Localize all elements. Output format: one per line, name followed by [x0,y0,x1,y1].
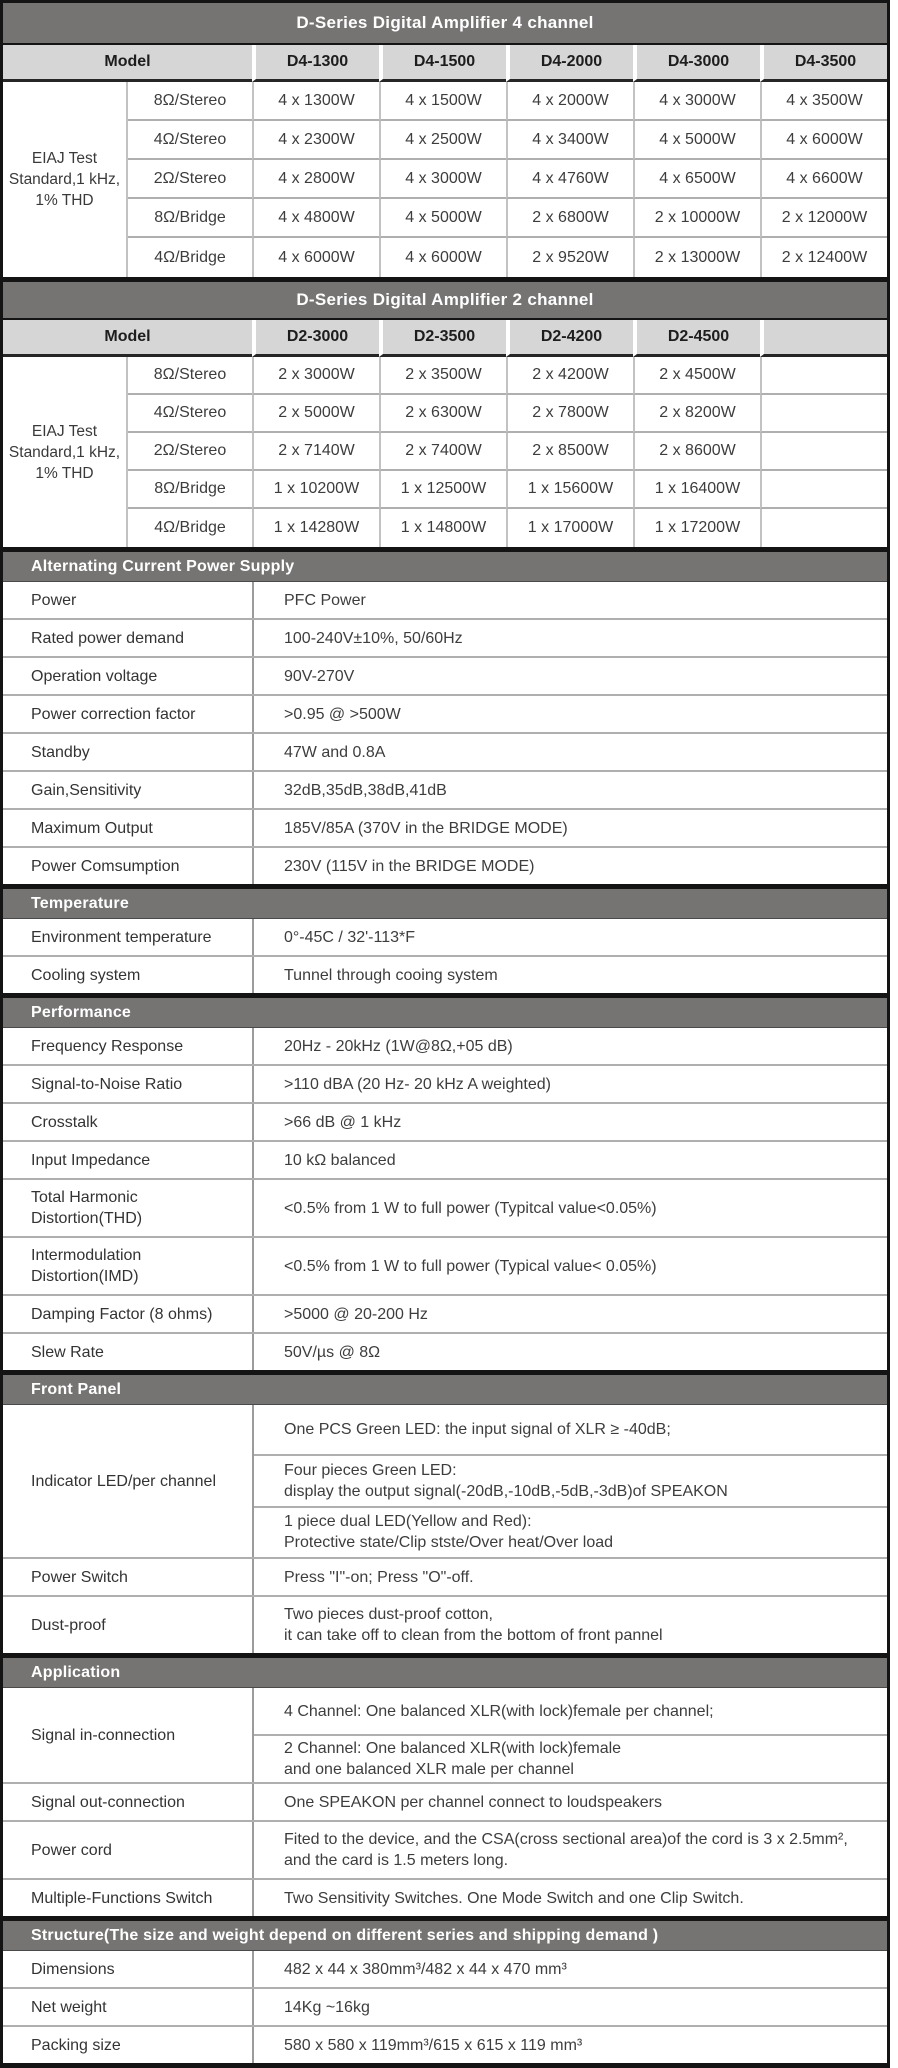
spec-value-line: it can take off to clean from the bottom of front pannel [284,1627,663,1644]
spec-label [3,772,252,808]
power-rating-cell: 2 x 3500W [379,357,506,395]
spec-value-line: <0.5% from 1 W to full power (Typical value< 0.05%) [284,1257,657,1275]
spec-value-line: 10 kΩ balanced [284,1151,396,1169]
power-rating-cell: 2 x 8500W [506,433,633,471]
spec-value [252,1559,887,1595]
spec-value-line: <0.5% from 1 W to full power (Typitcal value<0.05%) [284,1199,657,1217]
spec-label-line: Distortion(IMD) [31,1268,139,1285]
power-rating-cell [760,395,887,433]
spec-value-cell [254,1334,887,1370]
spec-value-cell [254,1104,887,1140]
spec-label [3,1597,252,1653]
spec-label-line: Intermodulation [31,1247,142,1264]
model-name-cell: D2-3000 [252,320,379,357]
spec-value-line: 230V (115V in the BRIDGE MODE) [284,857,535,875]
spec-row [3,1557,887,1595]
spec-label-line: Damping Factor (8 ohms) [31,1305,213,1323]
spec-value [252,1066,887,1102]
spec-value [252,582,887,618]
impedance-mode-label: 2Ω/Stereo [128,160,252,199]
spec-value-line: Protective state/Clip stste/Over heat/Over load [284,1534,614,1552]
test-standard-label [3,357,128,547]
spec-label-line: Maximum Output [31,819,153,837]
spec-row [3,846,887,884]
impedance-mode-label: 4Ω/Bridge [154,248,226,266]
spec-value-line: 2 Channel: One balanced XLR(with lock)female [284,1740,622,1757]
spec-label [3,1238,252,1294]
power-rating-cell: 2 x 6800W [506,199,633,238]
spec-value [252,848,887,884]
model-header-label: Model [3,45,252,82]
power-rating-cell: 2 x 3000W [252,357,379,395]
spec-value-line: >0.95 @ >500W [284,705,401,723]
spec-value-line: PFC Power [284,591,366,609]
spec-label-line: Input Impedance [31,1151,151,1169]
spec-row [3,1688,887,1782]
spec-label [3,2027,252,2063]
spec-value-line: One SPEAKON per channel connect to loudspeakers [284,1793,662,1811]
spec-row [3,1987,887,2025]
spec-value [252,1104,887,1140]
spec-row [3,618,887,656]
spec-label-line: Signal in-connection [31,1726,176,1744]
spec-label [3,919,252,955]
power-rating-cell: 4 x 5000W [379,199,506,238]
model-name-cell: D2-4200 [506,320,633,357]
impedance-mode-label: 8Ω/Stereo [128,82,252,121]
power-rating-cell: 4 x 2300W [252,121,379,160]
spec-label-line: Standby [31,743,90,761]
section-2 [0,998,890,1370]
spec-value [252,810,887,846]
spec-value-cell [254,1180,887,1236]
power-rating-cell: 1 x 14800W [379,509,506,547]
spec-label-line: Power [31,591,77,609]
spec-value-line: Fited to the device, and the CSA(cross sectional area)of the cord is 3 x 2.5mm², [284,1831,848,1848]
power-rating-cell: 1 x 17000W [506,509,633,547]
spec-row [3,656,887,694]
spec-label [3,734,252,770]
spec-value-line: 32dB,35dB,38dB,41dB [284,781,447,799]
power-rating-cell: 1 x 12500W [379,471,506,509]
power-rating-cell: 4 x 6500W [633,160,760,199]
spec-label [3,1334,252,1370]
spec-value-cell [254,658,887,694]
amp-table-4-channel [0,0,890,277]
spec-label-line: Power Comsumption [31,857,180,875]
spec-label [3,957,252,993]
impedance-mode-label: 8Ω/Bridge [128,199,252,238]
impedance-mode-label: 4Ω/Bridge [154,519,226,536]
power-rating-cell: 1 x 17200W [633,509,760,547]
spec-value-cell [254,1028,887,1064]
spec-row [3,1595,887,1653]
power-rating-cell: 2 x 10000W [633,199,760,238]
spec-value [252,957,887,993]
power-rating-cell: 4 x 4760W [506,160,633,199]
spec-row [3,1294,887,1332]
spec-row [3,2025,887,2063]
black-separator [0,2063,890,2068]
spec-row [3,1878,887,1916]
power-rating-cell: 4 x 6000W [252,238,379,277]
model-name-cell: D4-2000 [506,45,633,82]
model-name-cell: D2-4500 [633,320,760,357]
spec-label [3,1028,252,1064]
spec-label-line: Environment temperature [31,928,212,946]
spec-row [3,1064,887,1102]
spec-row [3,1102,887,1140]
spec-value-line: One PCS Green LED: the input signal of XLR ≥ -40dB; [284,1421,671,1439]
spec-value-cell [254,620,887,656]
test-standard-label [3,82,128,277]
spec-value-line: 20Hz - 20kHz (1W@8Ω,+05 dB) [284,1037,513,1055]
spec-row [3,770,887,808]
spec-label-line: Net weight [31,1998,107,2016]
spec-row [3,808,887,846]
power-rating-cell: 2 x 4500W [633,357,760,395]
spec-label [3,1784,252,1820]
power-rating-cell: 1 x 10200W [252,471,379,509]
spec-label-line: Slew Rate [31,1343,104,1361]
spec-value [252,1028,887,1064]
spec-label-line: Frequency Response [31,1037,184,1055]
spec-label [3,1180,252,1236]
power-rating-cell [760,357,887,395]
spec-value [252,1880,887,1916]
spec-row [3,919,887,955]
model-name-cell: D2-3500 [379,320,506,357]
spec-row [3,1140,887,1178]
spec-value-cell [254,2027,887,2063]
spec-value-line: and one balanced XLR male per channel [284,1761,574,1778]
spec-value-line: 90V-270V [284,667,355,685]
power-rating-cell: 2 x 5000W [252,395,379,433]
spec-value-cell [254,696,887,732]
spec-value-cell [254,1597,887,1653]
spec-row [3,955,887,993]
spec-label [3,1296,252,1332]
power-rating-cell: 2 x 13000W [633,238,760,277]
power-rating-cell: 1 x 15600W [506,471,633,509]
spec-value [252,696,887,732]
spec-value-line: Four pieces Green LED: [284,1462,457,1479]
spec-row [3,1405,887,1557]
spec-label [3,1104,252,1140]
power-rating-cell [760,471,887,509]
spec-value [252,1334,887,1370]
power-rating-cell: 2 x 7800W [506,395,633,433]
spec-value [252,2027,887,2063]
power-rating-cell: 2 x 8200W [633,395,760,433]
test-standard-line: EIAJ Test [31,422,98,440]
spec-row [3,1236,887,1294]
spec-value-line: Press "I"-on; Press "O"-off. [284,1568,474,1586]
spec-value-cell [254,919,887,955]
power-rating-cell: 2 x 7400W [379,433,506,471]
section-header: Front Panel [3,1375,887,1405]
spec-value-cell [254,1066,887,1102]
power-rating-cell [760,433,887,471]
spec-value [252,658,887,694]
section-5 [0,1921,890,2063]
spec-label [3,1066,252,1102]
section-header: Structure(The size and weight depend on different series and shipping demand ) [3,1921,887,1951]
spec-value [252,1296,887,1332]
spec-label-line: Multiple-Functions Switch [31,1889,213,1907]
power-rating-cell: 2 x 9520W [506,238,633,277]
impedance-mode-label: 8Ω/Stereo [128,357,252,395]
spec-row [3,1820,887,1878]
spec-label-line: Operation voltage [31,667,158,685]
spec-value [252,1989,887,2025]
power-rating-cell: 4 x 2800W [252,160,379,199]
spec-value [252,734,887,770]
spec-label [3,1822,252,1878]
spec-label [3,1559,252,1595]
spec-row [3,582,887,618]
spec-label-line: Signal out-connection [31,1793,185,1811]
spec-label [3,1880,252,1916]
model-name-cell: D4-3000 [633,45,760,82]
spec-value-cell [254,1506,887,1557]
spec-value [252,919,887,955]
spec-value-line: 100-240V±10%, 50/60Hz [284,629,463,647]
test-standard-line: Standard,1 kHz, [8,171,121,188]
spec-label-line: Crosstalk [31,1113,98,1131]
section-1 [0,889,890,993]
spec-value-cell [254,1142,887,1178]
spec-value [252,1597,887,1653]
spec-value-cell [254,1951,887,1987]
power-rating-cell: 1 x 14280W [252,509,379,547]
amp-table-2-channel [0,282,890,547]
test-standard-line: 1% THD [35,464,94,482]
spec-value-cell [254,1784,887,1820]
power-rating-cell [760,509,887,547]
power-rating-cell: 2 x 4200W [506,357,633,395]
spec-value-cell [254,1822,887,1878]
spec-label-line: Packing size [31,2036,121,2054]
spec-row [3,1951,887,1987]
power-rating-cell: 1 x 16400W [633,471,760,509]
section-header: Temperature [3,889,887,919]
spec-value-line: display the output signal(-20dB,-10dB,-5dB,-3dB)of SPEAKON [284,1483,728,1500]
spec-value-cell [254,957,887,993]
spec-label-line: Signal-to-Noise Ratio [31,1075,183,1093]
spec-label [3,1951,252,1987]
spec-value-line: 580 x 580 x 119mm³/615 x 615 x 119 mm³ [284,2036,583,2054]
section-header: Application [3,1658,887,1688]
spec-label [3,582,252,618]
spec-label-line: Distortion(THD) [31,1210,143,1227]
spec-value [252,1784,887,1820]
section-header: Alternating Current Power Supply [3,552,887,582]
spec-value-line: Two pieces dust-proof cotton, [284,1606,493,1623]
spec-label-line: Gain,Sensitivity [31,781,142,799]
power-rating-cell: 2 x 12000W [760,199,887,238]
model-name-cell: D4-1300 [252,45,379,82]
spec-value-cell [254,772,887,808]
spec-value [252,1142,887,1178]
power-rating-cell: 2 x 6300W [379,395,506,433]
spec-label [3,696,252,732]
spec-value-line: 47W and 0.8A [284,743,386,761]
model-name-cell [760,320,887,357]
spec-row [3,732,887,770]
impedance-mode-label: 4Ω/Stereo [128,395,252,433]
power-rating-cell: 2 x 7140W [252,433,379,471]
section-header: Performance [3,998,887,1028]
spec-value-cell [254,1734,887,1782]
power-rating-cell: 2 x 8600W [633,433,760,471]
spec-label [3,1142,252,1178]
spec-label-line: Rated power demand [31,629,184,647]
section-3 [0,1375,890,1653]
spec-value-cell [254,734,887,770]
spec-value-cell [254,582,887,618]
spec-row [3,694,887,732]
spec-value-line: 185V/85A (370V in the BRIDGE MODE) [284,819,568,837]
spec-row [3,1028,887,1064]
spec-value-cell [254,1238,887,1294]
power-rating-cell: 4 x 6000W [760,121,887,160]
spec-label [3,658,252,694]
spec-value-cell [254,1559,887,1595]
power-rating-cell: 4 x 3500W [760,82,887,121]
spec-value-line: and the card is 1.5 meters long. [284,1852,509,1869]
power-rating-cell: 4 x 2500W [379,121,506,160]
spec-value-line: 50V/µs @ 8Ω [284,1343,381,1361]
spec-value-line: 0°-45C / 32'-113*F [284,928,415,946]
power-rating-cell: 4 x 5000W [633,121,760,160]
spec-label [3,620,252,656]
spec-label-line: Power cord [31,1841,112,1859]
spec-row [3,1782,887,1820]
power-rating-cell: 4 x 4800W [252,199,379,238]
table-title: D-Series Digital Amplifier 4 channel [3,3,887,45]
spec-label-line: Power correction factor [31,705,196,723]
table-title: D-Series Digital Amplifier 2 channel [3,282,887,320]
spec-label [3,1989,252,2025]
spec-label-line: Indicator LED/per channel [31,1472,216,1490]
power-rating-cell: 4 x 6000W [379,238,506,277]
spec-row [3,1178,887,1236]
spec-value-line: >66 dB @ 1 kHz [284,1113,402,1131]
spec-label-line: Power Switch [31,1568,128,1586]
spec-value-line: 1 piece dual LED(Yellow and Red): [284,1513,532,1531]
spec-label-line: Cooling system [31,966,141,984]
power-rating-cell: 2 x 12400W [760,238,887,277]
spec-label [3,810,252,846]
spec-value-cell [254,1296,887,1332]
spec-value-cell [254,810,887,846]
power-rating-cell: 4 x 3000W [379,160,506,199]
spec-value-line: >110 dBA (20 Hz- 20 kHz A weighted) [284,1075,551,1093]
spec-label-line: Total Harmonic [31,1189,138,1206]
spec-value-line: Tunnel through cooing system [284,966,498,984]
spec-label [3,1405,252,1557]
section-4 [0,1658,890,1916]
model-header-label: Model [3,320,252,357]
spec-label-line: Dimensions [31,1960,115,1978]
spec-value-line: 14Kg ~16kg [284,1998,370,2016]
spec-value-cell [254,1454,887,1505]
spec-row [3,1332,887,1370]
model-name-cell: D4-1500 [379,45,506,82]
power-rating-cell: 4 x 3000W [633,82,760,121]
spec-value-cell [254,848,887,884]
impedance-mode-label: 4Ω/Stereo [128,121,252,160]
spec-value-line: 4 Channel: One balanced XLR(with lock)female per channel; [284,1702,714,1720]
test-standard-line: Standard,1 kHz, [8,443,121,461]
power-rating-cell: 4 x 1300W [252,82,379,121]
power-rating-cell: 4 x 1500W [379,82,506,121]
impedance-mode-label: 2Ω/Stereo [128,433,252,471]
spec-value-line: 482 x 44 x 380mm³/482 x 44 x 470 mm³ [284,1960,567,1978]
spec-value [252,1822,887,1878]
spec-value-cell [254,1880,887,1916]
spec-value-cell [254,1989,887,2025]
power-rating-cell: 4 x 6600W [760,160,887,199]
spec-value [252,772,887,808]
test-standard-line: EIAJ Test [31,150,98,167]
spec-value-cell [254,1688,887,1734]
test-standard-line: 1% THD [35,192,94,209]
model-name-cell: D4-3500 [760,45,887,82]
spec-value [252,1688,887,1782]
spec-value-cell [254,1405,887,1454]
spec-value [252,1180,887,1236]
spec-value [252,1238,887,1294]
spec-label-line: Dust-proof [31,1616,106,1634]
spec-label [3,1688,252,1782]
power-rating-cell: 4 x 2000W [506,82,633,121]
spec-value [252,1951,887,1987]
spec-value [252,1405,887,1557]
spec-value [252,620,887,656]
spec-value-line: >5000 @ 20-200 Hz [284,1305,428,1323]
spec-value-line: Two Sensitivity Switches. One Mode Switch and one Clip Switch. [284,1889,744,1907]
section-0 [0,552,890,884]
power-rating-cell: 4 x 3400W [506,121,633,160]
spec-label [3,848,252,884]
impedance-mode-label: 8Ω/Bridge [128,471,252,509]
